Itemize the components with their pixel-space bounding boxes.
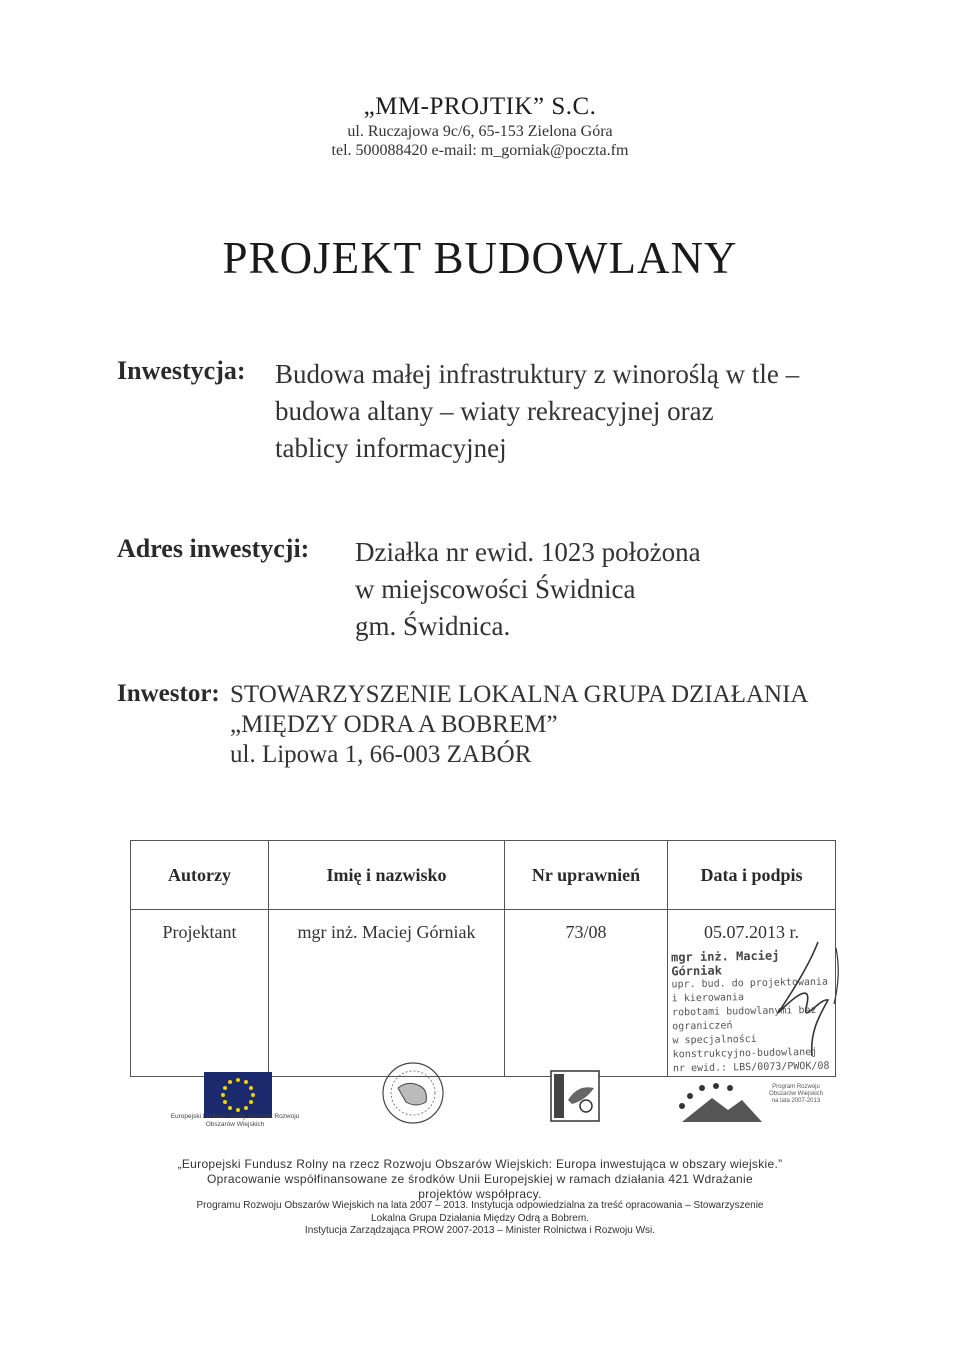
stamp-line: nr ewid.: LBS/0073/PWOK/08 <box>672 1060 830 1075</box>
authors-table <box>130 840 836 1077</box>
stamp-line: w specjalności konstrukcyjno-budowlanej <box>671 1033 817 1061</box>
address-description <box>355 534 701 645</box>
investor-details <box>230 680 808 770</box>
company-contact: tel. 500088420 e-mail: m_gorniak@poczta.fm <box>331 142 629 159</box>
footer-cofinancing-note <box>100 1157 860 1202</box>
cell-date: 05.07.2013 r. <box>703 922 799 942</box>
table-header-row <box>131 841 836 910</box>
footer-line: Opracowanie współfinansowane ze środków Unii Europejskiej w ramach działania 421 Wdrażanie <box>207 1172 753 1186</box>
company-header <box>0 92 960 160</box>
address-line: gm. Świdnica. <box>355 611 511 641</box>
investment-label: Inwestycja: <box>117 356 246 385</box>
stamp-line: robotami budowlanymi bez ograniczeń <box>671 1004 817 1033</box>
handwritten-signature <box>748 938 858 1058</box>
company-name: „MM-PROJTIK” S.C. <box>363 93 597 120</box>
cell-name: mgr inż. Maciej Górniak <box>269 910 505 1077</box>
header-license: Nr uprawnień <box>505 841 668 910</box>
header-authors: Autorzy <box>131 841 269 910</box>
investor-line: „MIĘDZY ODRA A BOBREM” <box>230 711 558 738</box>
leader-logo <box>550 1070 600 1122</box>
footer-line: „Europejski Fundusz Rolny na rzecz Rozwoju Obszarów Wiejskich: Europa inwestująca w obszary wiejskie.” <box>177 1157 783 1171</box>
footer-line: Lokalna Grupa Działania Między Odrą a Bobrem. <box>371 1212 589 1224</box>
footer-line: Instytucja Zarządzająca PROW 2007-2013 – Minister Rolnictwa i Rozwoju Wsi. <box>304 1225 656 1236</box>
header-date-signature: Data i podpis <box>668 841 836 910</box>
stamp-line: upr. bud. do projektowania i kierowania <box>670 976 828 1005</box>
header-name: Imię i nazwisko <box>269 841 505 910</box>
prow-logo <box>672 1078 764 1126</box>
footer-line: Programu Rozwoju Obszarów Wiejskich na lata 2007 – 2013. Instytucja odpowiedzialna za treść opracowania – Stowarzyszenie <box>196 1200 764 1211</box>
eu-logo-caption: Europejski Fundusz Rolny na rzecz Rozwoju Obszarów Wiejskich <box>170 1113 300 1128</box>
investor-line: ul. Lipowa 1, 66-003 ZABÓR <box>230 741 532 768</box>
prow-logo-caption: Program Rozwoju Obszarów Wiejskich na lata 2007-2013 <box>768 1084 823 1104</box>
investor-line: STOWARZYSZENIE LOKALNA GRUPA DZIAŁANIA <box>230 681 809 708</box>
investor-label: Inwestor: <box>117 680 220 707</box>
investment-line: tablicy informacyjnej <box>275 433 507 463</box>
cell-role: Projektant <box>131 910 269 1077</box>
lgd-round-logo <box>380 1060 446 1126</box>
table-row <box>131 910 836 1077</box>
cell-license: 73/08 <box>505 910 668 1077</box>
document-title: PROJEKT BUDOWLANY <box>222 233 738 283</box>
footer-responsibility-note <box>100 1200 860 1238</box>
investment-description <box>275 356 875 467</box>
stamp-name: mgr inż. Maciej Górniak <box>670 948 780 979</box>
investment-line: budowa altany – wiaty rekreacyjnej oraz <box>275 396 714 426</box>
footer-line: projektów współpracy. <box>418 1187 542 1201</box>
eu-flag-logo <box>204 1072 272 1118</box>
company-address: ul. Ruczajowa 9c/6, 65-153 Zielona Góra <box>347 123 613 140</box>
address-line: w miejscowości Świdnica <box>355 574 636 604</box>
address-line: Działka nr ewid. 1023 położona <box>355 537 701 567</box>
address-label: Adres inwestycji: <box>117 534 310 563</box>
investment-line: Budowa małej infrastruktury z winoroślą w tle – <box>275 359 800 389</box>
